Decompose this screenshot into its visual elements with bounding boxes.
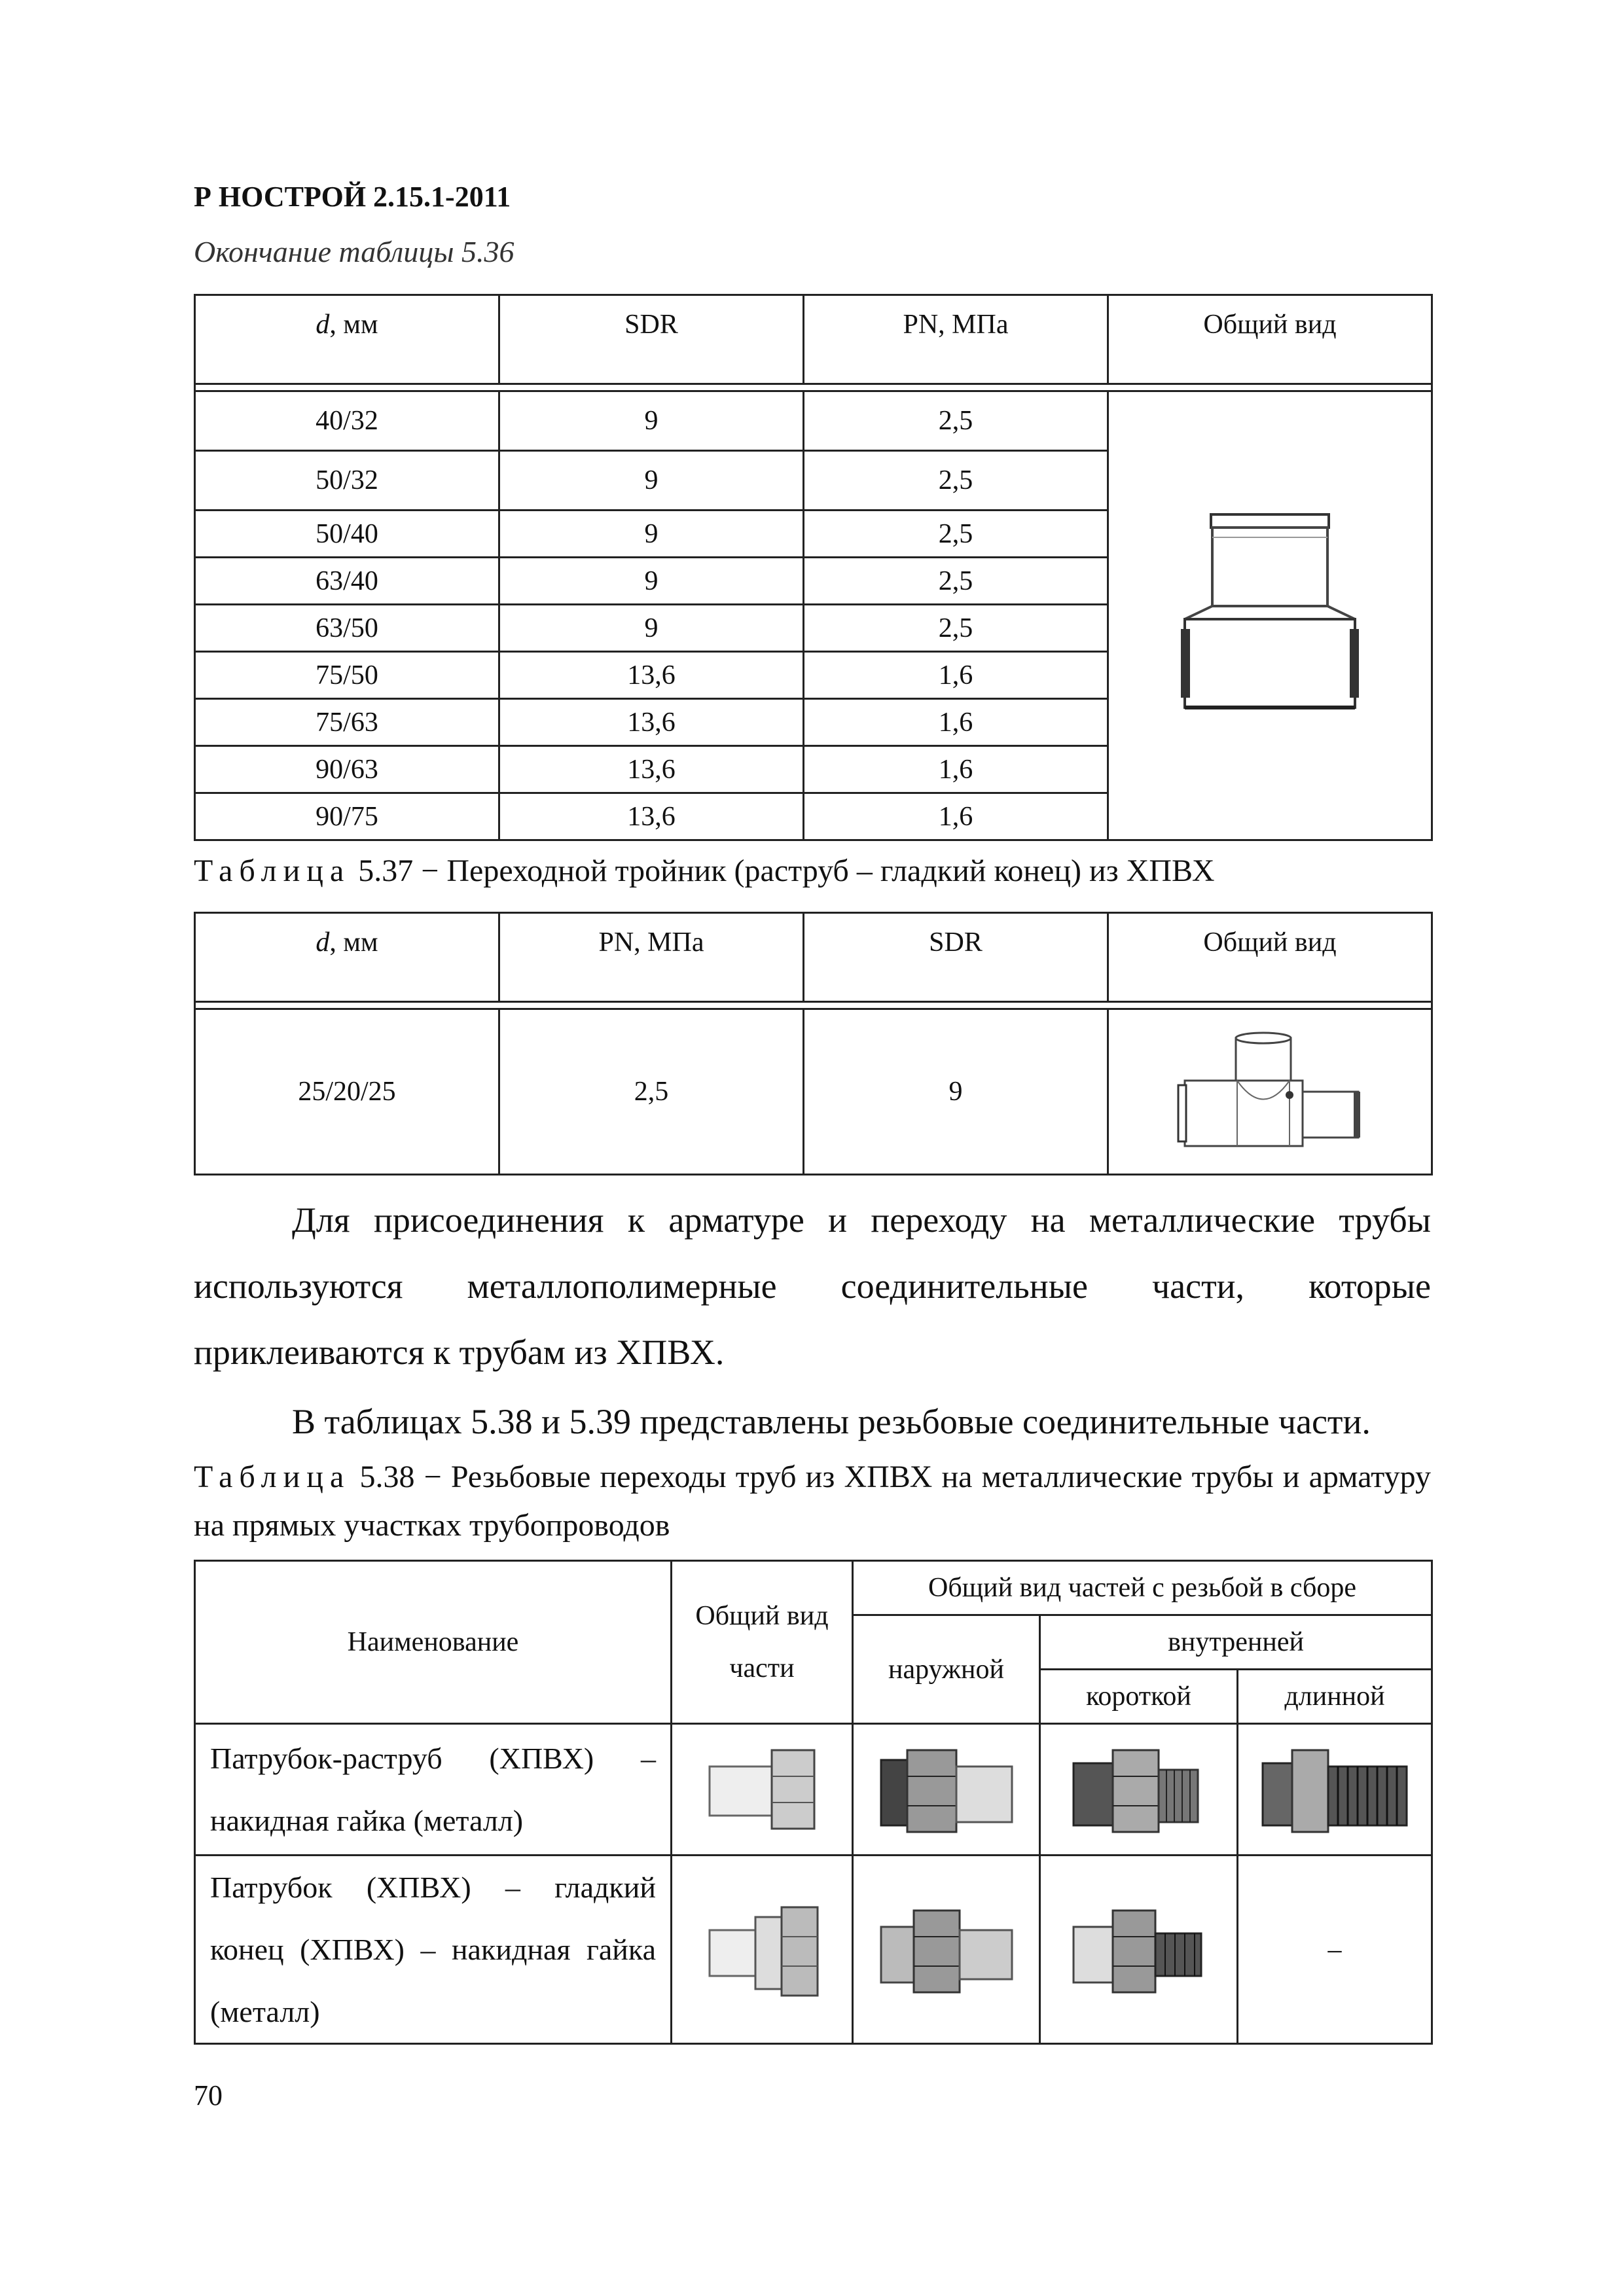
cell-d: 40/32 [195, 391, 499, 451]
internal-short-image-cell [1040, 1724, 1238, 1856]
short-internal-thread-assembly-drawing [1067, 1740, 1211, 1839]
header-diameter: d, мм [195, 295, 499, 384]
socket-nut-part-drawing [696, 1740, 827, 1839]
cell-pn: 1,6 [804, 793, 1108, 840]
external-thread-image-cell [853, 1724, 1040, 1856]
short-internal-thread-assembly-drawing [1067, 1897, 1211, 2002]
table-5-38-caption: Таблица 5.38 − Резьбовые переходы труб из ХПВХ на металлические трубы и арматуру на прямых участках трубопроводов [194, 1460, 1431, 1543]
table-row [195, 1856, 1432, 2044]
reducing-tee-image-cell [1108, 1009, 1432, 1175]
table-row [195, 1724, 1432, 1856]
cell-sdr: 13,6 [499, 793, 804, 840]
table-5-37-caption: Таблица 5.37 − Переходной тройник (раструб – гладкий конец) из ХПВХ [194, 853, 1215, 888]
reducing-tee-drawing [1172, 1026, 1368, 1157]
cell-d: 75/63 [195, 699, 499, 746]
header-internal: внутренней [1040, 1615, 1432, 1670]
table-header-row [195, 1561, 1432, 1615]
cell-pn: 2,5 [499, 1009, 804, 1175]
cell-sdr: 9 [499, 511, 804, 558]
cell-sdr: 9 [804, 1009, 1108, 1175]
cell-pn: 1,6 [804, 699, 1108, 746]
internal-short-image-cell [1040, 1856, 1238, 2044]
cell-d: 50/32 [195, 451, 499, 511]
cell-d: 90/75 [195, 793, 499, 840]
header-sdr: SDR [804, 913, 1108, 1002]
header-pn: PN, МПа [804, 295, 1108, 384]
long-internal-thread-assembly-drawing [1256, 1740, 1413, 1839]
table-5-36 [194, 294, 1433, 841]
document-code: Р НОСТРОЙ 2.15.1-2011 [194, 181, 511, 213]
external-thread-assembly-drawing [875, 1740, 1019, 1839]
header-general-view: Общий вид [1108, 913, 1432, 1002]
table-header-row [195, 913, 1432, 1002]
header-short: короткой [1040, 1670, 1238, 1724]
cell-d: 63/50 [195, 605, 499, 652]
paragraph-metal-polymer-fittings: Для присоединения к арматуре и переходу на металлические трубы используются металлополимерные соединительные части, которые приклеиваются к трубам из ХПВХ. [194, 1200, 1431, 1372]
table-header-row [195, 295, 1432, 384]
header-general-view: Общий вид [1108, 295, 1432, 384]
spigot-nut-part-drawing [696, 1897, 827, 2002]
reducer-coupling-image-cell [1108, 391, 1432, 840]
cell-sdr: 13,6 [499, 746, 804, 793]
cell-long-empty: – [1238, 1856, 1432, 2044]
header-part-view: Общий вид части [672, 1561, 853, 1724]
table-5-37 [194, 912, 1433, 1175]
cell-pn: 2,5 [804, 391, 1108, 451]
part-view-image-cell [672, 1724, 853, 1856]
table-row [195, 391, 1432, 451]
cell-sdr: 9 [499, 391, 804, 451]
cell-sdr: 9 [499, 558, 804, 605]
header-name: Наименование [195, 1561, 672, 1724]
page-number: 70 [194, 2079, 223, 2111]
table-continuation-caption: Окончание таблицы 5.36 [194, 235, 514, 268]
cell-pn: 2,5 [804, 605, 1108, 652]
reducer-coupling-drawing [1172, 511, 1368, 721]
cell-sdr: 13,6 [499, 699, 804, 746]
header-diameter: d, мм [195, 913, 499, 1002]
cell-sdr: 9 [499, 605, 804, 652]
part-view-image-cell [672, 1856, 853, 2044]
cell-d: 75/50 [195, 652, 499, 699]
cell-pn: 1,6 [804, 746, 1108, 793]
table-5-38 [194, 1560, 1433, 2045]
cell-name: Патрубок (ХПВХ) – гладкий конец (ХПВХ) – накидная гайка (металл) [195, 1856, 672, 2044]
header-assembled-view: Общий вид частей с резьбой в сборе [853, 1561, 1432, 1615]
cell-sdr: 13,6 [499, 652, 804, 699]
header-long: длинной [1238, 1670, 1432, 1724]
cell-pn: 2,5 [804, 511, 1108, 558]
header-external: наружной [853, 1615, 1040, 1724]
cell-sdr: 9 [499, 451, 804, 511]
cell-d: 50/40 [195, 511, 499, 558]
cell-d: 90/63 [195, 746, 499, 793]
cell-name: Патрубок-раструб (ХПВХ) – накидная гайка (металл) [195, 1724, 672, 1856]
table-row [195, 1009, 1432, 1175]
external-thread-image-cell [853, 1856, 1040, 2044]
internal-long-image-cell [1238, 1724, 1432, 1856]
cell-pn: 2,5 [804, 451, 1108, 511]
cell-pn: 1,6 [804, 652, 1108, 699]
paragraph-threaded-fittings: В таблицах 5.38 и 5.39 представлены резьбовые соединительные части. [292, 1402, 1371, 1441]
header-sdr: SDR [499, 295, 804, 384]
cell-pn: 2,5 [804, 558, 1108, 605]
external-thread-assembly-drawing [875, 1897, 1019, 2002]
cell-d: 63/40 [195, 558, 499, 605]
cell-d: 25/20/25 [195, 1009, 499, 1175]
header-pn: PN, МПа [499, 913, 804, 1002]
